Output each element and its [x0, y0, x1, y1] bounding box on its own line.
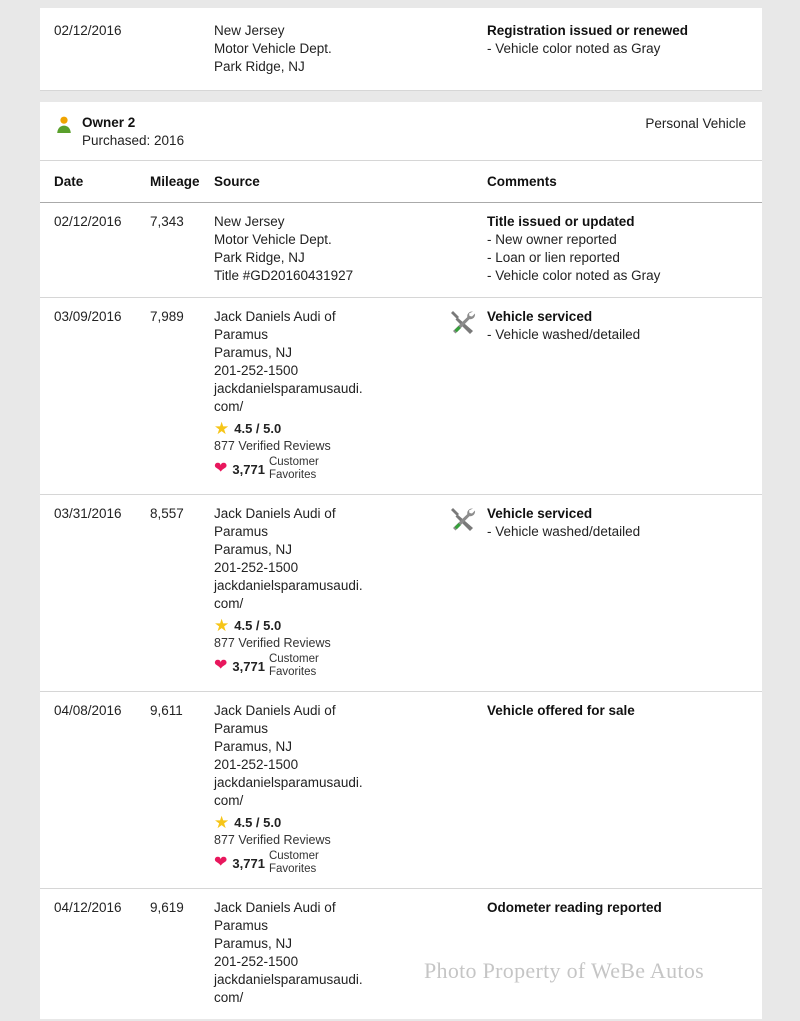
dealer-city-line: Paramus, NJ — [214, 345, 293, 360]
column-header-icon — [449, 173, 487, 191]
owner-title: Owner 2 — [82, 115, 136, 130]
dealer-city-line: Paramus, NJ — [214, 542, 293, 557]
section-gap — [40, 91, 762, 102]
table-row — [40, 298, 762, 495]
source-line: Title #GD20160431927 — [214, 268, 354, 283]
star-icon: ★ — [214, 813, 230, 832]
record-icon-slot — [449, 213, 487, 285]
record-date: 03/31/2016 — [54, 506, 122, 521]
dealer-website[interactable]: jackdanielsparamusaudi. — [214, 381, 363, 396]
record-date: 04/12/2016 — [54, 900, 122, 915]
table-row — [40, 692, 762, 889]
favorites-label: Customer Favorites — [268, 456, 319, 481]
source-line: Motor Vehicle Dept. — [214, 41, 332, 56]
record-source — [214, 505, 449, 679]
dealer-rating — [214, 814, 439, 831]
comment-title: Vehicle offered for sale — [487, 703, 635, 718]
dealer-favorites — [214, 850, 439, 876]
dealer-website[interactable]: jackdanielsparamusaudi. — [214, 972, 363, 987]
dealer-website[interactable]: jackdanielsparamusaudi. — [214, 578, 363, 593]
record-comments — [487, 308, 762, 482]
record-icon-slot — [449, 899, 487, 1007]
watermark: Photo Property of WeBe Autos — [424, 958, 704, 983]
dealer-website[interactable]: jackdanielsparamusaudi. — [214, 775, 363, 790]
owner-banner — [40, 102, 762, 161]
source-line: Park Ridge, NJ — [214, 250, 305, 265]
record-comments — [487, 213, 762, 285]
owner-purchased: Purchased: 2016 — [82, 133, 185, 148]
dealer-name-line: Paramus — [214, 918, 269, 933]
dealer-city-line: Paramus, NJ — [214, 936, 293, 951]
record-mileage: 9,611 — [150, 703, 183, 718]
dealer-reviews: 877 Verified Reviews — [214, 636, 331, 650]
comment-title: Vehicle serviced — [487, 506, 593, 521]
record-source — [214, 213, 449, 285]
favorites-label: Customer Favorites — [268, 653, 319, 678]
star-icon: ★ — [214, 419, 230, 438]
comment-item: - Vehicle color noted as Gray — [487, 268, 661, 283]
record-date: 03/09/2016 — [54, 309, 122, 324]
record-icon-slot — [449, 22, 487, 76]
dealer-name-line: Jack Daniels Audi of — [214, 309, 336, 324]
dealer-favorites — [214, 653, 439, 679]
person-icon — [56, 114, 76, 139]
record-date: 02/12/2016 — [54, 23, 122, 38]
dealer-website-cont[interactable]: com/ — [214, 399, 244, 414]
column-header-comments: Comments — [487, 174, 557, 189]
comment-title: Registration issued or renewed — [487, 23, 689, 38]
record-mileage: 9,619 — [150, 900, 184, 915]
column-header-date: Date — [54, 174, 84, 189]
record-source — [214, 22, 449, 76]
favorites-count: 3,771 — [232, 855, 265, 871]
record-date: 02/12/2016 — [54, 214, 122, 229]
dealer-name-line: Jack Daniels Audi of — [214, 703, 336, 718]
record-row-top — [40, 8, 762, 91]
record-mileage — [150, 22, 214, 76]
dealer-reviews: 877 Verified Reviews — [214, 833, 331, 847]
table-header — [40, 161, 762, 203]
table-row — [40, 889, 762, 1019]
record-source — [214, 308, 449, 482]
source-line: New Jersey — [214, 23, 285, 38]
dealer-name-line: Paramus — [214, 721, 269, 736]
favorites-count: 3,771 — [232, 658, 265, 674]
dealer-phone[interactable]: 201-252-1500 — [214, 954, 299, 969]
source-line: Park Ridge, NJ — [214, 59, 305, 74]
star-icon: ★ — [214, 616, 230, 635]
favorites-count: 3,771 — [232, 461, 265, 477]
heart-icon: ❤ — [214, 460, 228, 477]
dealer-reviews: 877 Verified Reviews — [214, 439, 331, 453]
dealer-website-cont[interactable]: com/ — [214, 793, 244, 808]
dealer-name-line: Jack Daniels Audi of — [214, 506, 336, 521]
dealer-rating — [214, 420, 439, 437]
rating-value: 4.5 / 5.0 — [234, 618, 282, 633]
record-comments — [487, 505, 762, 679]
comment-title: Title issued or updated — [487, 214, 635, 229]
record-mileage: 7,343 — [150, 214, 184, 229]
dealer-phone[interactable]: 201-252-1500 — [214, 560, 299, 575]
comment-item: - Vehicle washed/detailed — [487, 524, 641, 539]
comment-item: - Loan or lien reported — [487, 250, 620, 265]
comment-item: - Vehicle color noted as Gray — [487, 41, 661, 56]
record-comments — [487, 899, 762, 1007]
record-date: 04/08/2016 — [54, 703, 122, 718]
dealer-rating — [214, 617, 439, 634]
owner-vehicle-type: Personal Vehicle — [645, 116, 746, 131]
record-source — [214, 702, 449, 876]
column-header-source: Source — [214, 174, 260, 189]
record-mileage: 7,989 — [150, 309, 184, 324]
dealer-name-line: Jack Daniels Audi of — [214, 900, 336, 915]
record-comments — [487, 702, 762, 876]
wrench-icon — [449, 308, 487, 482]
record-comments — [487, 22, 762, 76]
heart-icon: ❤ — [214, 657, 228, 674]
dealer-name-line: Paramus — [214, 524, 269, 539]
rating-value: 4.5 / 5.0 — [234, 421, 282, 436]
record-mileage: 8,557 — [150, 506, 184, 521]
heart-icon: ❤ — [214, 854, 228, 871]
rating-value: 4.5 / 5.0 — [234, 815, 282, 830]
dealer-website-cont[interactable]: com/ — [214, 596, 244, 611]
source-line: Motor Vehicle Dept. — [214, 232, 332, 247]
record-icon-slot — [449, 702, 487, 876]
favorites-label: Customer Favorites — [268, 850, 319, 875]
source-line: New Jersey — [214, 214, 285, 229]
dealer-name-line: Paramus — [214, 327, 269, 342]
record-source — [214, 899, 449, 1007]
comment-item: - New owner reported — [487, 232, 617, 247]
table-row — [40, 495, 762, 692]
dealer-website-cont[interactable]: com/ — [214, 990, 244, 1005]
comment-item: - Vehicle washed/detailed — [487, 327, 641, 342]
comment-title: Vehicle serviced — [487, 309, 593, 324]
dealer-phone[interactable]: 201-252-1500 — [214, 363, 299, 378]
comment-title: Odometer reading reported — [487, 900, 662, 915]
column-header-mileage: Mileage — [150, 174, 200, 189]
dealer-favorites — [214, 456, 439, 482]
table-row — [40, 203, 762, 298]
dealer-phone[interactable]: 201-252-1500 — [214, 757, 299, 772]
dealer-city-line: Paramus, NJ — [214, 739, 293, 754]
carfax-history-page — [40, 8, 762, 1019]
wrench-icon — [449, 505, 487, 679]
